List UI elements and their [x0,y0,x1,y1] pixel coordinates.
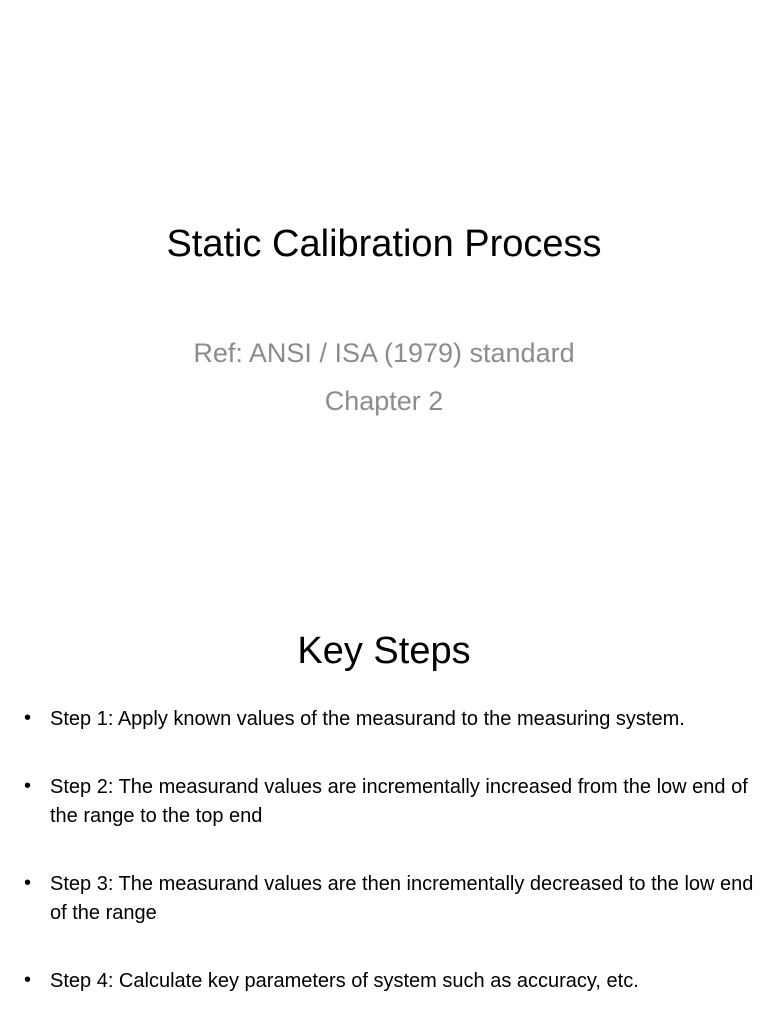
key-steps-slide [0,576,768,1024]
subtitle-chapter: Chapter 2 [324,386,444,416]
list-item [24,967,754,996]
step-text: Step 2: The measurand values are incrementally increased from the low end of the range to the top end [50,776,748,827]
slide-title: Static Calibration Process [166,223,602,265]
step-text: Step 4: Calculate key parameters of system such as accuracy, etc. [50,970,639,992]
step-text: Step 1: Apply known values of the measurand to the measuring system. [50,708,685,730]
list-item [24,705,754,734]
list-item [24,870,754,928]
bullet-icon: • [24,872,32,894]
steps-list [24,705,754,1035]
slide-title: Key Steps [297,630,471,672]
slide-subtitle [0,329,768,425]
bullet-icon: • [24,775,32,797]
bullet-icon: • [24,969,32,991]
bullet-icon: • [24,707,32,729]
step-text: Step 3: The measurand values are then incrementally decreased to the low end of the range [50,873,754,924]
subtitle-reference: Ref: ANSI / ISA (1979) standard [193,338,575,368]
list-item [24,773,754,831]
